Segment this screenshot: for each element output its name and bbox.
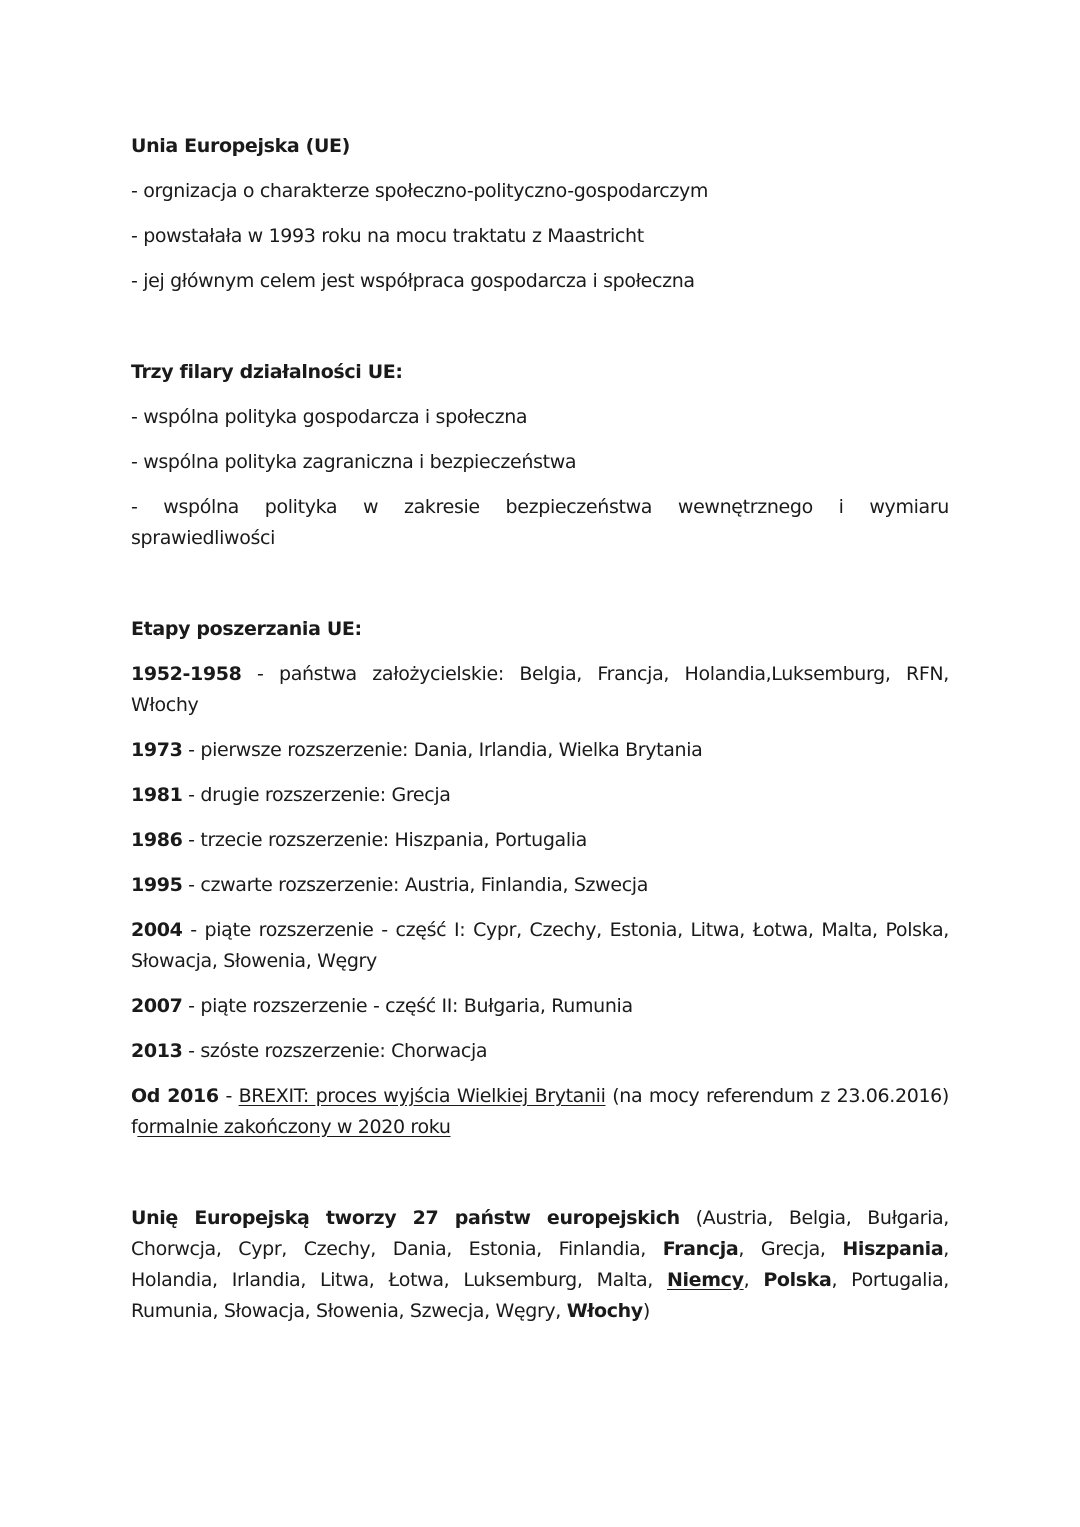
stage-text: - piąte rozszerzenie - część II: Bułgaria, Rumunia (182, 995, 633, 1017)
ue-item-1: - orgnizacja o charakterze społeczno-polityczno-gospodarczym (131, 180, 709, 202)
stage-text: - piąte rozszerzenie - część I: Cypr, Czechy, Estonia, Litwa, Łotwa, Malta, Polska, Słowacja, Słowenia, Węgry (131, 919, 949, 972)
brexit-dash: - (218, 1085, 239, 1107)
document-page (131, 131, 949, 1341)
section-title-ue: Unia Europejska (UE) (131, 135, 350, 157)
stage-text: - szóste rozszerzenie: Chorwacja (182, 1040, 488, 1062)
stage-year: 1973 (131, 739, 183, 761)
stage-year: 2013 (131, 1040, 183, 1062)
stage-year: 1981 (131, 784, 183, 806)
stage-row (131, 825, 949, 856)
section-title-pillars: Trzy filary działalności UE: (131, 361, 403, 383)
stage-row (131, 915, 949, 977)
member-states-text: (Austria, Belgia, Bułgaria, Chorwcja, Cypr, Czechy, Dania, Estonia, Finlandia, (131, 1207, 949, 1260)
ue-item-3: - jej głównym celem jest współpraca gospodarcza i społeczna (131, 270, 695, 292)
brexit-row (131, 1081, 949, 1143)
pillar-item-3-line-1: - wspólna polityka w zakresie bezpieczeństwa wewnętrznego i wymiaru (131, 496, 949, 518)
member-states-text: , (743, 1269, 764, 1291)
stage-row (131, 659, 949, 721)
brexit-link[interactable]: BREXIT: proces wyjścia Wielkiej Brytanii (238, 1085, 606, 1107)
pillar-item-1: - wspólna polityka gospodarcza i społeczna (131, 406, 528, 428)
stage-text: - drugie rozszerzenie: Grecja (182, 784, 451, 806)
pillar-item-2: - wspólna polityka zagraniczna i bezpieczeństwa (131, 451, 577, 473)
member-states-lead: Unię Europejską tworzy 27 państw europejskich (131, 1207, 680, 1229)
country-bold: Włochy (566, 1300, 643, 1322)
ue-item-2: - powstałała w 1993 roku na mocu traktatu z Maastricht (131, 225, 644, 247)
pillar-item-3-line-2: sprawiedliwości (131, 527, 276, 549)
brexit-year: Od 2016 (131, 1085, 219, 1107)
spacer (131, 1157, 949, 1203)
member-states-text: , Portugalia, Rumunia, Słowacja, Słowenia, Szwecja, Węgry, (131, 1269, 949, 1322)
stage-row (131, 735, 949, 766)
member-states-text: ) (642, 1300, 650, 1322)
country-bold: Polska (763, 1269, 832, 1291)
stage-year: 2004 (131, 919, 183, 941)
stage-row (131, 991, 949, 1022)
member-states-text: , Grecja, (738, 1238, 843, 1260)
member-states-paragraph (131, 1203, 949, 1327)
country-bold: Hiszpania (842, 1238, 944, 1260)
stage-row (131, 870, 949, 901)
stage-year: 2007 (131, 995, 183, 1017)
stage-text: - państwa założycielskie: Belgia, Francja, Holandia,Luksemburg, RFN, Włochy (131, 663, 949, 716)
country-bold: Francja (662, 1238, 739, 1260)
spacer (131, 311, 949, 357)
section-title-stages: Etapy poszerzania UE: (131, 618, 362, 640)
stage-year: 1986 (131, 829, 183, 851)
pillar-item-3 (131, 492, 949, 554)
stage-year: 1952-1958 (131, 663, 242, 685)
stage-text: - pierwsze rozszerzenie: Dania, Irlandia, Wielka Brytania (182, 739, 703, 761)
stage-row (131, 1036, 949, 1067)
member-states-text: , Holandia, Irlandia, Litwa, Łotwa, Luksemburg, Malta, (131, 1238, 949, 1291)
brexit-end-link[interactable]: ormalnie zakończony w 2020 roku (137, 1116, 451, 1138)
country-bold-underlined[interactable]: Niemcy (666, 1269, 744, 1291)
stage-row (131, 780, 949, 811)
brexit-mid-text: (na mocy referendum z 23.06.2016) f (131, 1085, 949, 1138)
stage-year: 1995 (131, 874, 183, 896)
stage-text: - trzecie rozszerzenie: Hiszpania, Portugalia (182, 829, 587, 851)
stage-text: - czwarte rozszerzenie: Austria, Finlandia, Szwecja (182, 874, 649, 896)
spacer (131, 568, 949, 614)
